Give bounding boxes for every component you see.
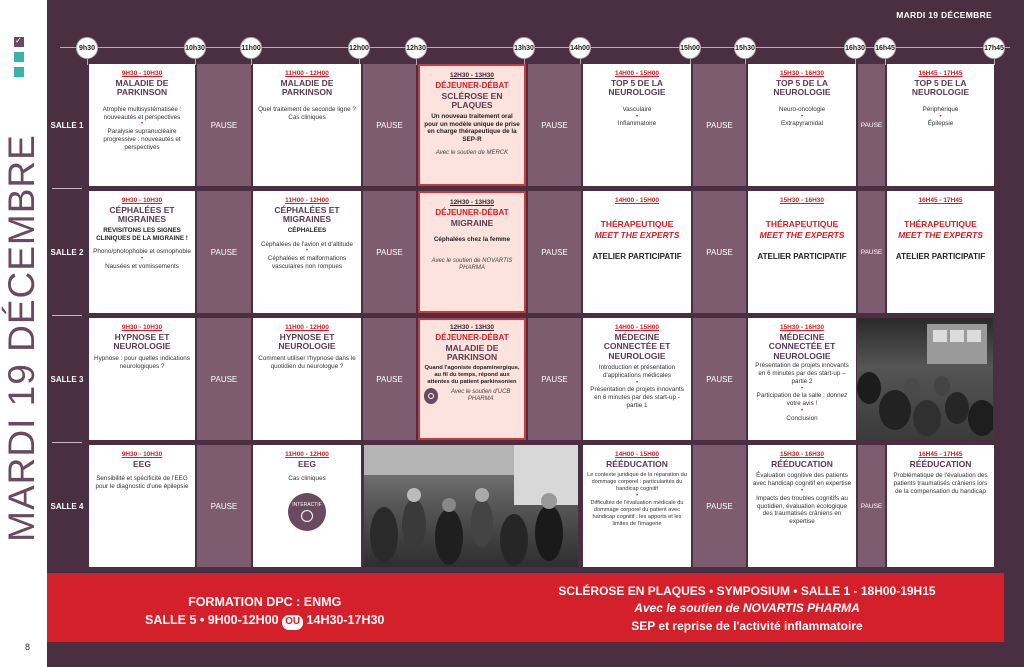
session-card[interactable]	[253, 445, 361, 567]
square-icon	[14, 67, 24, 77]
session-topic: Participation de la salle : donnez votre avis !	[756, 392, 848, 408]
dpc-schedule	[145, 611, 384, 630]
session-time: 16H45 - 17H45	[918, 197, 963, 204]
session-card[interactable]	[583, 191, 691, 313]
session-time: 9H30 - 10H30	[121, 324, 163, 331]
bullet: •	[800, 385, 804, 392]
pause-block: PAUSE	[197, 191, 251, 313]
session-title: MALADIE DE PARKINSON	[115, 78, 169, 98]
session-topic: Inflammatoire	[617, 120, 657, 128]
session-time: 11H00 - 12H00	[285, 70, 329, 77]
bullet: •	[800, 488, 804, 495]
session-kind: DÉJEUNER-DÉBAT	[435, 208, 509, 217]
session-time: 15H30 - 16H30	[779, 70, 825, 77]
interactive-badge-icon	[288, 493, 326, 531]
room-label: SALLE 3	[47, 318, 87, 440]
pause-block: PAUSE	[693, 191, 746, 313]
or-badge: OU	[282, 615, 303, 630]
time-tick: 12h00	[348, 37, 370, 59]
session-topic: Présentation de projets innovants en 6 minutes par des start-up - partie 1	[590, 386, 684, 410]
session-format: ATELIER PARTICIPATIF	[757, 251, 847, 261]
session-time: 9H30 - 10H30	[121, 451, 163, 458]
symposium	[517, 583, 977, 635]
time-tick: 16h30	[844, 37, 866, 59]
dpc-morning: SALLE 5 • 9H00-12H00	[145, 613, 283, 628]
session-card[interactable]	[583, 318, 691, 440]
session-time: 12H30 - 13H30	[449, 72, 495, 79]
bullet: •	[140, 256, 144, 263]
session-topic: Problématique de l'évaluation des patients traumatisés crâniens lors de la compensation du handicap	[893, 472, 988, 496]
spacer	[580, 445, 581, 567]
session-time: 15H30 - 16H30	[779, 197, 825, 204]
session-title: MÉDECINE CONNECTÉE ET NEUROLOGIE	[603, 332, 671, 361]
session-card[interactable]	[887, 445, 994, 567]
session-topic: Extrapyramidal	[781, 120, 823, 128]
symposium-title: SCLÉROSE EN PLAQUES • SYMPOSIUM • SALLE 1 - 18H00-19H15	[558, 584, 936, 598]
lunch-debate-card[interactable]	[418, 318, 526, 440]
time-tick: 14h00	[569, 37, 591, 59]
bullet: •	[800, 407, 804, 414]
badge-dot	[301, 510, 313, 522]
session-title: THÉRAPEUTIQUE	[904, 219, 977, 229]
session-card[interactable]	[89, 318, 195, 440]
session-subtitle: REVISITONS LES SIGNES CLINIQUES DE LA MIGRAINE !	[96, 226, 188, 242]
session-topic: Céphalées chez la femme	[433, 236, 511, 244]
divider	[52, 315, 82, 316]
session-topic: Nausées et vomissements	[105, 262, 179, 270]
session-topic: Céphalées et malformations vasculaires non rompues	[267, 255, 347, 270]
session-topic: Hypnose : pour quelles indications neurologiques ?	[94, 354, 190, 370]
pause-block: PAUSE	[858, 445, 885, 567]
pause-block: PAUSE	[528, 191, 581, 313]
pause-block: PAUSE	[197, 445, 251, 567]
bullet: •	[305, 248, 309, 255]
sponsor-note: Avec le soutien d'UCB PHARMA	[451, 389, 511, 403]
time-tick: 12h30	[405, 37, 427, 59]
sponsor-row	[424, 386, 520, 404]
pause-block: PAUSE	[693, 64, 746, 186]
session-title: THÉRAPEUTIQUE	[600, 219, 674, 229]
session-card[interactable]	[583, 64, 691, 186]
session-time: 11H00 - 12H00	[285, 451, 329, 458]
session-kind: DÉJEUNER-DÉBAT	[435, 333, 509, 342]
session-card[interactable]	[89, 445, 195, 567]
session-title-sub: MEET THE EXPERTS	[898, 229, 983, 240]
session-topic: Quel traitement de seconde ligne ? Cas cliniques	[258, 105, 356, 121]
session-topic: Quand l'agoniste dopaminergique, au fil du temps, répond aux attentes du patient parkinsonien	[424, 364, 520, 386]
crowd-photo-image	[364, 445, 578, 567]
session-title: RÉÉDUCATION	[606, 459, 668, 469]
session-time: 9H30 - 10H30	[121, 70, 163, 77]
session-topic: Difficultés de l'évaluation médicale du dommage corporel du patient avec handicap cognitif : les apports et les limites de l'imagerie	[590, 499, 684, 527]
session-time: 12H30 - 13H30	[449, 199, 495, 206]
session-card[interactable]	[253, 191, 361, 313]
session-card[interactable]	[748, 445, 856, 567]
session-topic: Céphalées de l'avion et d'altitude	[260, 240, 354, 248]
session-title: HYPNOSE ET NEUROLOGIE	[278, 332, 336, 352]
bullet: •	[635, 113, 639, 120]
session-title: THÉRAPEUTIQUE	[765, 219, 839, 229]
session-card[interactable]	[253, 64, 361, 186]
session-card[interactable]	[887, 191, 994, 313]
session-title: EEG	[298, 459, 316, 469]
bullet: •	[140, 121, 144, 128]
sponsor-note: Avec le soutien de MERCK	[435, 150, 509, 157]
session-topic: Présentation de projets innovants en 6 minutes par des start-up – partie 2	[755, 362, 849, 385]
session-topic: Atrophie multisystématisée : nouveautés et perspectives	[102, 105, 182, 121]
dpc-title: FORMATION DPC : ENMG	[188, 595, 342, 609]
session-title: TOP 5 DE LA NEUROLOGIE	[911, 78, 970, 98]
session-card[interactable]	[89, 191, 195, 313]
symposium-topic: SEP et reprise de l'activité inflammatoire	[631, 618, 863, 633]
session-topic: Vasculaire	[622, 105, 652, 113]
dpc-training	[145, 593, 384, 630]
conference-photo-image	[857, 318, 993, 440]
pause-block: PAUSE	[363, 191, 416, 313]
session-title: TOP 5 DE LA NEUROLOGIE	[773, 78, 831, 98]
session-card[interactable]	[89, 64, 195, 186]
time-tick: 10h30	[184, 37, 206, 59]
session-topic: Introduction et présentation d'applications médicales	[598, 364, 676, 379]
session-time: 11H00 - 12H00	[285, 197, 329, 204]
session-time: 15H30 - 16H30	[779, 451, 825, 458]
pause-block: PAUSE	[197, 318, 251, 440]
session-topic: Cas cliniques	[288, 475, 326, 483]
session-kind: DÉJEUNER-DÉBAT	[435, 81, 509, 90]
session-time: 16H45 - 17H45	[918, 451, 963, 458]
page-number: 8	[25, 642, 31, 652]
session-title: RÉÉDUCATION	[909, 459, 972, 469]
session-topic: Le contexte juridique de la réparation du dommage corporel : particularités du handicap cognitif	[587, 472, 687, 493]
badge-label: INTERACTIF	[292, 502, 322, 509]
pause-block: PAUSE	[528, 64, 581, 186]
pause-block: PAUSE	[363, 64, 416, 186]
badge-dot	[428, 393, 434, 399]
interactive-badge-icon	[424, 388, 438, 404]
session-title: SCLÉROSE EN PLAQUES	[441, 91, 503, 111]
session-topic: Sensibilité et spécificité de l'EEG pour le diagnostic d'une épilepsie	[95, 475, 189, 491]
crowd-photo	[364, 445, 578, 567]
session-card[interactable]	[748, 191, 856, 313]
session-format: ATELIER PARTICIPATIF	[592, 251, 682, 261]
session-topic: Impacts des troubles cognitifs au quotidien, évaluation écologique des traumatisés crâniens en expertise	[756, 494, 848, 526]
time-tick: 11h00	[240, 37, 262, 59]
session-title: MALADIE DE PARKINSON	[280, 78, 334, 98]
dpc-afternoon: 14H30-17H30	[303, 613, 385, 628]
pause-block: PAUSE	[693, 445, 746, 567]
time-tick: 9h30	[76, 37, 98, 59]
session-topic: Neuro-oncologie	[778, 105, 826, 113]
session-format: ATELIER PARTICIPATIF	[895, 251, 986, 261]
lunch-debate-card[interactable]	[418, 64, 526, 186]
session-time: 14H00 - 15H00	[614, 197, 660, 204]
session-title: CÉPHALÉES ET MIGRAINES	[274, 205, 340, 225]
session-card[interactable]	[583, 445, 691, 567]
pause-block: PAUSE	[363, 318, 416, 440]
pause-block: PAUSE	[197, 64, 251, 186]
session-title: TOP 5 DE LA NEUROLOGIE	[608, 78, 666, 98]
session-title-sub: MEET THE EXPERTS	[759, 229, 845, 240]
time-tick: 15h30	[734, 37, 756, 59]
session-title: MALADIE DE PARKINSON	[445, 343, 499, 363]
session-time: 9H30 - 10H30	[121, 197, 163, 204]
sponsor-note: Avec le soutien de NOVARTIS PHARMA	[431, 258, 513, 272]
session-topic: Évaluation cognitive des patients avec handicap cognitif en expertise	[752, 472, 852, 488]
session-topic: Périphérique	[922, 105, 959, 113]
pause-block: PAUSE	[858, 64, 885, 186]
checkbox-icon	[14, 37, 24, 47]
session-time: 11H00 - 12H00	[285, 324, 329, 331]
time-tick: 15h00	[679, 37, 701, 59]
session-topic: Paralysie supranucléaire progressive : nouveautés et perspectives	[103, 128, 181, 151]
session-title: CÉPHALÉES ET MIGRAINES	[109, 205, 175, 225]
session-title: HYPNOSE ET NEUROLOGIE	[113, 332, 171, 352]
conference-photo	[857, 318, 993, 440]
session-time: 14H00 - 15H00	[614, 70, 660, 77]
session-topic: Épilepsie	[927, 120, 954, 128]
lunch-debate-card[interactable]	[418, 191, 526, 313]
session-title: MIGRAINE	[450, 218, 494, 228]
session-topic: Comment utiliser l'hypnose dans le quotidien du neurologue ?	[258, 354, 356, 370]
session-card[interactable]	[748, 318, 856, 440]
session-topic: Un nouveau traitement oral pour un modèle unique de prise en charge thérapeutique de la SEP-R	[424, 112, 520, 144]
session-topic: Phono/photophobie et osmophobie	[93, 248, 191, 256]
session-title: MÉDECINE CONNECTÉE ET NEUROLOGIE	[768, 332, 836, 361]
room-label: SALLE 2	[47, 191, 87, 313]
pause-block: PAUSE	[693, 318, 746, 440]
pause-block: PAUSE	[528, 318, 581, 440]
session-time: 14H00 - 15H00	[614, 451, 660, 458]
session-title: EEG	[133, 459, 151, 469]
session-card[interactable]	[253, 318, 361, 440]
room-label: SALLE 4	[47, 445, 87, 567]
bullet: •	[939, 113, 942, 120]
session-card[interactable]	[887, 64, 994, 186]
bullet: •	[800, 113, 804, 120]
side-title	[2, 0, 42, 667]
pause-block: PAUSE	[858, 191, 885, 313]
session-title-sub: MEET THE EXPERTS	[594, 229, 680, 240]
symposium-sponsor: Avec le soutien de NOVARTIS PHARMA	[634, 601, 860, 616]
session-time: 16H45 - 17H45	[918, 70, 963, 77]
session-card[interactable]	[748, 64, 856, 186]
square-icon	[14, 52, 24, 62]
divider	[52, 442, 82, 443]
footer-banner	[47, 573, 1004, 642]
room-label: SALLE 1	[47, 64, 87, 186]
session-time: 12H30 - 13H30	[449, 324, 495, 331]
divider	[52, 188, 82, 189]
date-header: MARDI 19 DÉCEMBRE	[896, 10, 992, 20]
session-topic: Conclusion	[786, 414, 818, 422]
session-subtitle: CÉPHALÉES	[287, 226, 327, 234]
time-tick: 13h30	[513, 37, 535, 59]
session-title: RÉÉDUCATION	[771, 459, 833, 469]
bullet: •	[635, 493, 639, 500]
session-time: 14H00 - 15H00	[614, 324, 660, 331]
time-tick: 17h45	[983, 37, 1005, 59]
bullet: •	[635, 379, 639, 386]
session-time: 15H30 - 16H30	[779, 324, 825, 331]
side-title-text: MARDI 19 DÉCEMBRE	[1, 134, 42, 542]
time-tick: 16h45	[874, 37, 896, 59]
